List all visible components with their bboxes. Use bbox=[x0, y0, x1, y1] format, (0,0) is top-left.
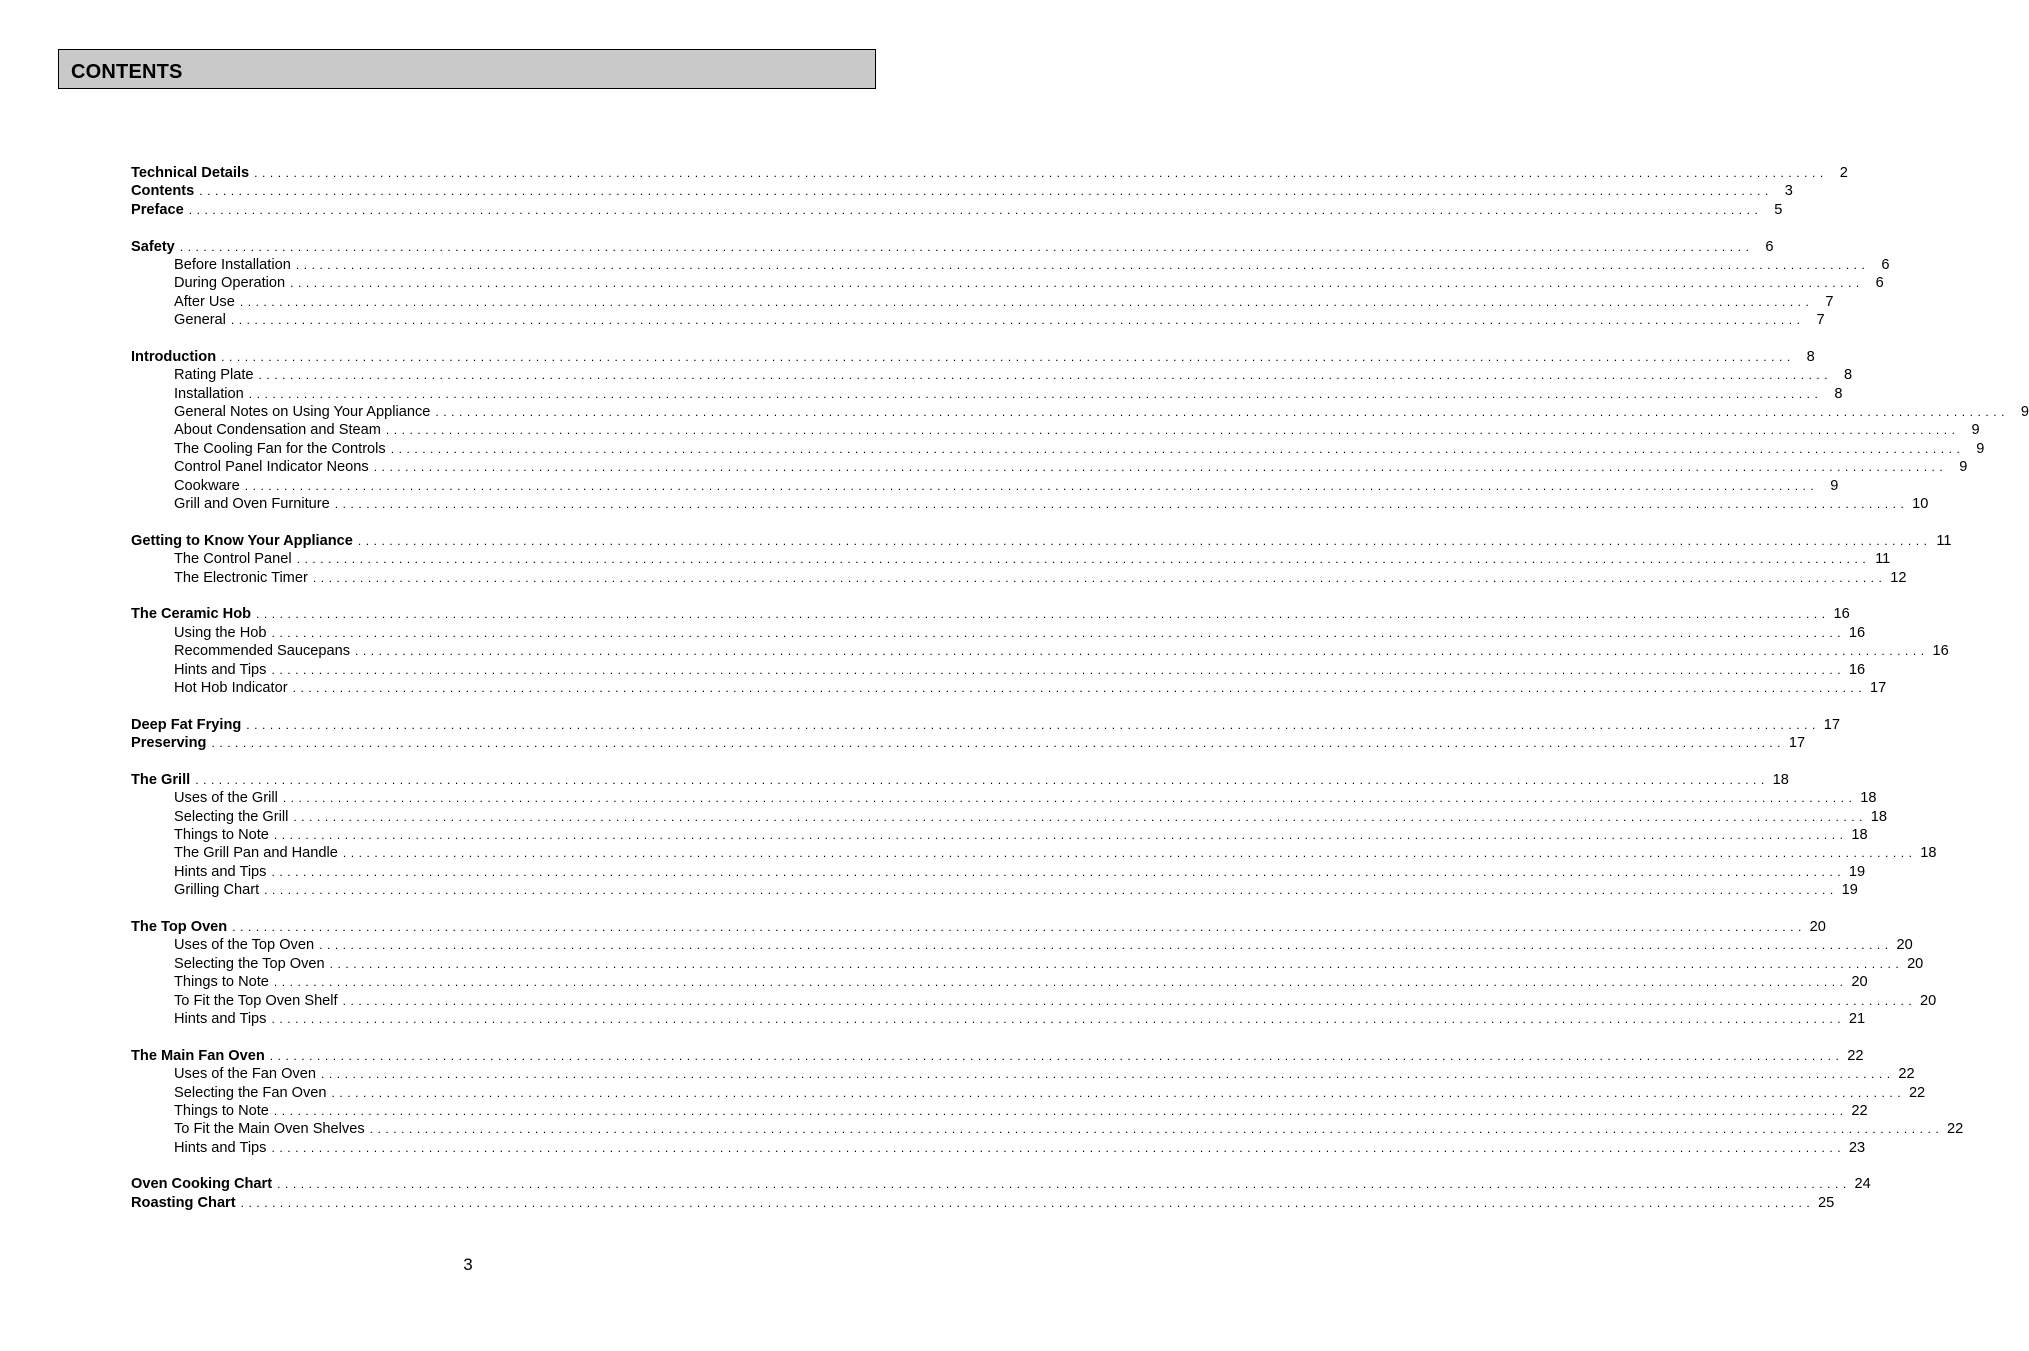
toc-section-entry bbox=[131, 1047, 1864, 1065]
toc-section-entry bbox=[131, 1175, 1871, 1193]
toc-entry-page: 25 bbox=[1818, 1194, 1835, 1211]
toc-subsection-entry bbox=[131, 863, 1866, 881]
toc-entry-label: The Control Panel bbox=[174, 551, 292, 568]
toc-subsection-entry bbox=[131, 440, 1985, 458]
toc-entry-label: Cookware bbox=[174, 477, 240, 494]
toc-dot-leader: . . . . . . . . . . . . . . . . . . . . . . . . . . . . . . . . . . . . . . . . . . . . . . . . . . . . . . . . . . . . . . . . . . . . . . . . . . . . . . . . . . . . . . . . . . . . . . . . . . . . . . . . . . . . . . . . . . . . . . . . . . . . . . . . . . . . . . . . . . . . . . . . . . . . . . . . . . . . . . . . . . . . . . . . . . . . . . . . . . . . . . . . . . . . . . . . . . . . . . . . bbox=[244, 478, 1815, 493]
toc-subsection-entry bbox=[131, 421, 1980, 439]
toc-dot-leader: . . . . . . . . . . . . . . . . . . . . . . . . . . . . . . . . . . . . . . . . . . . . . . . . . . . . . . . . . . . . . . . . . . . . . . . . . . . . . . . . . . . . . . . . . . . . . . . . . . . . . . . . . . . . . . . . . . . . . . . . . . . . . . . . . . . . . . . . . . . . . . . . . . . . . . . . . . . . . . . . . . . . . . . . . . . . . . . . . . . . . . . . . . . . . . . . . . . . . . . . bbox=[273, 975, 1844, 990]
toc-entry-label: Getting to Know Your Appliance bbox=[131, 532, 353, 549]
toc-spacer bbox=[131, 330, 877, 348]
toc-entry-label: Hints and Tips bbox=[174, 863, 267, 880]
toc-dot-leader: . . . . . . . . . . . . . . . . . . . . . . . . . . . . . . . . . . . . . . . . . . . . . . . . . . . . . . . . . . . . . . . . . . . . . . . . . . . . . . . . . . . . . . . . . . . . . . . . . . . . . . . . . . . . . . . . . . . . . . . . . . . . . . . . . . . . . . . . . . . . . . . . . . . . . . . . . . . . . . . . . . . . . . . . . . . . . . . . . . . . . . . . . . . . . . . . . . . . . . . . bbox=[273, 1103, 1844, 1118]
toc-entry-label: Selecting the Fan Oven bbox=[174, 1084, 327, 1101]
toc-entry-label: The Main Fan Oven bbox=[131, 1047, 265, 1064]
toc-entry-page: 16 bbox=[1833, 606, 1850, 623]
toc-entry-page: 9 bbox=[1830, 477, 1839, 494]
toc-entry-page: 20 bbox=[1896, 937, 1913, 954]
toc-spacer bbox=[131, 697, 877, 715]
toc-dot-leader: . . . . . . . . . . . . . . . . . . . . . . . . . . . . . . . . . . . . . . . . . . . . . . . . . . . . . . . . . . . . . . . . . . . . . . . . . . . . . . . . . . . . . . . . . . . . . . . . . . . . . . . . . . . . . . . . . . . . . . . . . . . . . . . . . . . . . . . . . . . . . . . . . . . . . . . . . . . . . . . . . . . . . . . . . . . . . . . . . . . . . . . . . . . . . . . . . . . . . . . . bbox=[319, 938, 1889, 953]
toc-entry-page: 9 bbox=[1959, 459, 1968, 476]
toc-subsection-entry bbox=[131, 1120, 1964, 1138]
toc-subsection-entry bbox=[131, 661, 1866, 679]
toc-entry-page: 7 bbox=[1825, 293, 1834, 310]
toc-entry-page: 22 bbox=[1947, 1121, 1964, 1138]
toc-entry-page: 24 bbox=[1854, 1176, 1871, 1193]
toc-entry-label: Using the Hob bbox=[174, 624, 267, 641]
toc-entry-page: 8 bbox=[1834, 385, 1843, 402]
toc-entry-page: 12 bbox=[1890, 569, 1907, 586]
toc-dot-leader: . . . . . . . . . . . . . . . . . . . . . . . . . . . . . . . . . . . . . . . . . . . . . . . . . . . . . . . . . . . . . . . . . . . . . . . . . . . . . . . . . . . . . . . . . . . . . . . . . . . . . . . . . . . . . . . . . . . . . . . . . . . . . . . . . . . . . . . . . . . . . . . . . . . . . . . . . . . . . . . . . . . . . . . . . . . . . . . . . . . . . . . . . . . . . . . . . . . . . . . . bbox=[357, 533, 1928, 548]
toc-entry-label: The Grill bbox=[131, 771, 191, 788]
toc-entry-page: 17 bbox=[1870, 679, 1887, 696]
toc-entry-label: Selecting the Grill bbox=[174, 808, 289, 825]
toc-entry-label: Installation bbox=[174, 385, 244, 402]
toc-entry-label: General bbox=[174, 312, 226, 329]
toc-subsection-entry bbox=[131, 1065, 1915, 1083]
toc-dot-leader: . . . . . . . . . . . . . . . . . . . . . . . . . . . . . . . . . . . . . . . . . . . . . . . . . . . . . . . . . . . . . . . . . . . . . . . . . . . . . . . . . . . . . . . . . . . . . . . . . . . . . . . . . . . . . . . . . . . . . . . . . . . . . . . . . . . . . . . . . . . . . . . . . . . . . . . . . . . . . . . . . . . . . . . . . . . . . . . . . . . . . . . . . . . . . . . . . . . . . . . . bbox=[271, 1011, 1842, 1026]
toc-section-entry bbox=[131, 182, 1793, 200]
toc-entry-page: 22 bbox=[1851, 1102, 1868, 1119]
toc-entry-label: Grill and Oven Furniture bbox=[174, 496, 330, 513]
toc-section-entry bbox=[131, 716, 1840, 734]
toc-entry-page: 22 bbox=[1898, 1066, 1915, 1083]
toc-dot-leader: . . . . . . . . . . . . . . . . . . . . . . . . . . . . . . . . . . . . . . . . . . . . . . . . . . . . . . . . . . . . . . . . . . . . . . . . . . . . . . . . . . . . . . . . . . . . . . . . . . . . . . . . . . . . . . . . . . . . . . . . . . . . . . . . . . . . . . . . . . . . . . . . . . . . . . . . . . . . . . . . . . . . . . . . . . . . . . . . . . . . . . . . . . . . . . . . . . . . . . . . bbox=[271, 662, 1842, 677]
toc-entry-page: 20 bbox=[1907, 955, 1924, 972]
toc-subsection-entry bbox=[131, 569, 1907, 587]
toc-entry-label: The Grill Pan and Handle bbox=[174, 845, 338, 862]
toc-subsection-entry bbox=[131, 1010, 1866, 1028]
toc-section-entry bbox=[131, 201, 1783, 219]
toc-entry-label: Preserving bbox=[131, 735, 207, 752]
table-of-contents bbox=[131, 164, 2029, 1212]
toc-subsection-entry bbox=[131, 385, 1843, 403]
toc-dot-leader: . . . . . . . . . . . . . . . . . . . . . . . . . . . . . . . . . . . . . . . . . . . . . . . . . . . . . . . . . . . . . . . . . . . . . . . . . . . . . . . . . . . . . . . . . . . . . . . . . . . . . . . . . . . . . . . . . . . . . . . . . . . . . . . . . . . . . . . . . . . . . . . . . . . . . . . . . . . . . . . . . . . . . . . . . . . . . . . . . . . . . . . . . . . . . . . . . . . . . . . . bbox=[290, 276, 1860, 291]
toc-entry-label: The Ceramic Hob bbox=[131, 606, 252, 623]
toc-dot-leader: . . . . . . . . . . . . . . . . . . . . . . . . . . . . . . . . . . . . . . . . . . . . . . . . . . . . . . . . . . . . . . . . . . . . . . . . . . . . . . . . . . . . . . . . . . . . . . . . . . . . . . . . . . . . . . . . . . . . . . . . . . . . . . . . . . . . . . . . . . . . . . . . . . . . . . . . . . . . . . . . . . . . . . . . . . . . . . . . . . . . . . . . . . . . . . . . . . . . . . . . bbox=[355, 644, 1925, 659]
toc-subsection-entry bbox=[131, 826, 1868, 844]
toc-spacer bbox=[131, 753, 877, 771]
toc-dot-leader: . . . . . . . . . . . . . . . . . . . . . . . . . . . . . . . . . . . . . . . . . . . . . . . . . . . . . . . . . . . . . . . . . . . . . . . . . . . . . . . . . . . . . . . . . . . . . . . . . . . . . . . . . . . . . . . . . . . . . . . . . . . . . . . . . . . . . . . . . . . . . . . . . . . . . . . . . . . . . . . . . . . . . . . . . . . . . . . . . . . . . . . . . . . . . . . . . . . . . . . . bbox=[342, 846, 1913, 861]
toc-subsection-entry bbox=[131, 403, 2029, 421]
toc-entry-label: Introduction bbox=[131, 348, 217, 365]
toc-subsection-entry bbox=[131, 458, 1968, 476]
toc-entry-page: 11 bbox=[1936, 532, 1952, 549]
toc-entry-label: About Condensation and Steam bbox=[174, 422, 381, 439]
toc-spacer bbox=[131, 587, 877, 605]
page-number: 3 bbox=[463, 1255, 473, 1274]
toc-entry-label: Deep Fat Frying bbox=[131, 716, 242, 733]
toc-subsection-entry bbox=[131, 881, 1858, 899]
toc-entry-page: 3 bbox=[1784, 183, 1793, 200]
toc-subsection-entry bbox=[131, 1139, 1866, 1157]
toc-subsection-entry bbox=[131, 293, 1834, 311]
toc-entry-label: To Fit the Main Oven Shelves bbox=[174, 1121, 365, 1138]
toc-entry-page: 20 bbox=[1809, 919, 1826, 936]
toc-subsection-entry bbox=[131, 844, 1937, 862]
toc-entry-label: Before Installation bbox=[174, 256, 291, 273]
toc-section-entry bbox=[131, 734, 1806, 752]
toc-dot-leader: . . . . . . . . . . . . . . . . . . . . . . . . . . . . . . . . . . . . . . . . . . . . . . . . . . . . . . . . . . . . . . . . . . . . . . . . . . . . . . . . . . . . . . . . . . . . . . . . . . . . . . . . . . . . . . . . . . . . . . . . . . . . . . . . . . . . . . . . . . . . . . . . . . . . . . . . . . . . . . . . . . . . . . . . . . . . . . . . . . . . . . . . . . . . . . . . . . . . . . . . bbox=[271, 864, 1842, 879]
toc-entry-label: Preface bbox=[131, 201, 184, 218]
toc-entry-page: 11 bbox=[1875, 551, 1891, 568]
toc-entry-page: 17 bbox=[1788, 735, 1806, 752]
toc-dot-leader: . . . . . . . . . . . . . . . . . . . . . . . . . . . . . . . . . . . . . . . . . . . . . . . . . . . . . . . . . . . . . . . . . . . . . . . . . . . . . . . . . . . . . . . . . . . . . . . . . . . . . . . . . . . . . . . . . . . . . . . . . . . . . . . . . . . . . . . . . . . . . . . . . . . . . . . . . . . . . . . . . . . . . . . . . . . . . . . . . . . . . . . . . . . . . . . . . . . . . . . . bbox=[373, 460, 1944, 475]
toc-entry-label: Control Panel Indicator Neons bbox=[174, 459, 369, 476]
toc-entry-page: 18 bbox=[1920, 845, 1937, 862]
toc-subsection-entry bbox=[131, 1084, 1926, 1102]
toc-entry-label: Grilling Chart bbox=[174, 882, 260, 899]
toc-subsection-entry bbox=[131, 992, 1937, 1010]
toc-entry-label: Contents bbox=[131, 183, 195, 200]
toc-section-entry bbox=[131, 164, 1848, 182]
toc-dot-leader: . . . . . . . . . . . . . . . . . . . . . . . . . . . . . . . . . . . . . . . . . . . . . . . . . . . . . . . . . . . . . . . . . . . . . . . . . . . . . . . . . . . . . . . . . . . . . . . . . . . . . . . . . . . . . . . . . . . . . . . . . . . . . . . . . . . . . . . . . . . . . . . . . . . . . . . . . . . . . . . . . . . . . . . . . . . . . . . . . . . . . . . . . . . . . . . . . . . . . . . . bbox=[295, 257, 1866, 272]
toc-entry-page: 20 bbox=[1920, 992, 1937, 1009]
toc-entry-page: 18 bbox=[1860, 790, 1877, 807]
toc-entry-page: 16 bbox=[1932, 643, 1949, 660]
toc-entry-page: 16 bbox=[1848, 661, 1866, 678]
toc-entry-label: Selecting the Top Oven bbox=[174, 955, 325, 972]
toc-dot-leader: . . . . . . . . . . . . . . . . . . . . . . . . . . . . . . . . . . . . . . . . . . . . . . . . . . . . . . . . . . . . . . . . . . . . . . . . . . . . . . . . . . . . . . . . . . . . . . . . . . . . . . . . . . . . . . . . . . . . . . . . . . . . . . . . . . . . . . . . . . . . . . . . . . . . . . . . . . . . . . . . . . . . . . . . . . . . . . . . . . . . . . . . . . . . . . . . . . . . . . . . bbox=[239, 294, 1810, 309]
toc-entry-label: Uses of the Grill bbox=[174, 790, 278, 807]
toc-dot-leader: . . . . . . . . . . . . . . . . . . . . . . . . . . . . . . . . . . . . . . . . . . . . . . . . . . . . . . . . . . . . . . . . . . . . . . . . . . . . . . . . . . . . . . . . . . . . . . . . . . . . . . . . . . . . . . . . . . . . . . . . . . . . . . . . . . . . . . . . . . . . . . . . . . . . . . . . . . . . . . . . . . . . . . . . . . . . . . . . . . . . . . . . . . . . . . . . . . . . . . . . bbox=[296, 552, 1867, 567]
toc-dot-leader: . . . . . . . . . . . . . . . . . . . . . . . . . . . . . . . . . . . . . . . . . . . . . . . . . . . . . . . . . . . . . . . . . . . . . . . . . . . . . . . . . . . . . . . . . . . . . . . . . . . . . . . . . . . . . . . . . . . . . . . . . . . . . . . . . . . . . . . . . . . . . . . . . . . . . . . . . . . . . . . . . . . . . . . . . . . . . . . . . . . . . . . . . . . . . . . . . . . . . . . . bbox=[273, 828, 1844, 843]
toc-dot-leader: . . . . . . . . . . . . . . . . . . . . . . . . . . . . . . . . . . . . . . . . . . . . . . . . . . . . . . . . . . . . . . . . . . . . . . . . . . . . . . . . . . . . . . . . . . . . . . . . . . . . . . . . . . . . . . . . . . . . . . . . . . . . . . . . . . . . . . . . . . . . . . . . . . . . . . . . . . . . . . . . . . . . . . . . . . . . . . . . . . . . . . . . . . . . . . . . . . . . . . . . bbox=[293, 809, 1864, 824]
toc-entry-label: To Fit the Top Oven Shelf bbox=[174, 992, 338, 1009]
toc-entry-page: 6 bbox=[1875, 275, 1884, 292]
toc-dot-leader: . . . . . . . . . . . . . . . . . . . . . . . . . . . . . . . . . . . . . . . . . . . . . . . . . . . . . . . . . . . . . . . . . . . . . . . . . . . . . . . . . . . . . . . . . . . . . . . . . . . . . . . . . . . . . . . . . . . . . . . . . . . . . . . . . . . . . . . . . . . . . . . . . . . . . . . . . . . . . . . . . . . . . . . . . . . . . . . . . . . . . . . . . . . . . . . . . . . . . . . . bbox=[331, 1085, 1902, 1100]
toc-dot-leader: . . . . . . . . . . . . . . . . . . . . . . . . . . . . . . . . . . . . . . . . . . . . . . . . . . . . . . . . . . . . . . . . . . . . . . . . . . . . . . . . . . . . . . . . . . . . . . . . . . . . . . . . . . . . . . . . . . . . . . . . . . . . . . . . . . . . . . . . . . . . . . . . . . . . . . . . . . . . . . . . . . . . . . . . . . . . . . . . . . . . . . . . . . . . . . . . . . . . . . . . bbox=[221, 349, 1791, 364]
toc-entry-label: Hints and Tips bbox=[174, 1010, 267, 1027]
toc-entry-page: 22 bbox=[1908, 1084, 1926, 1101]
toc-entry-page: 6 bbox=[1765, 238, 1774, 255]
toc-dot-leader: . . . . . . . . . . . . . . . . . . . . . . . . . . . . . . . . . . . . . . . . . . . . . . . . . . . . . . . . . . . . . . . . . . . . . . . . . . . . . . . . . . . . . . . . . . . . . . . . . . . . . . . . . . . . . . . . . . . . . . . . . . . . . . . . . . . . . . . . . . . . . . . . . . . . . . . . . . . . . . . . . . . . . . . . . . . . . . . . . . . . . . . . . . . . . . . . . . . . . . . . bbox=[320, 1067, 1891, 1082]
toc-entry-label: Recommended Saucepans bbox=[174, 643, 351, 660]
toc-subsection-entry bbox=[131, 366, 1853, 384]
toc-dot-leader: . . . . . . . . . . . . . . . . . . . . . . . . . . . . . . . . . . . . . . . . . . . . . . . . . . . . . . . . . . . . . . . . . . . . . . . . . . . . . . . . . . . . . . . . . . . . . . . . . . . . . . . . . . . . . . . . . . . . . . . . . . . . . . . . . . . . . . . . . . . . . . . . . . . . . . . . . . . . . . . . . . . . . . . . . . . . . . . . . . . . . . . . . . . . . . . . . . . . . . . . bbox=[369, 1122, 1940, 1137]
toc-subsection-entry bbox=[131, 550, 1891, 568]
toc-dot-leader: . . . . . . . . . . . . . . . . . . . . . . . . . . . . . . . . . . . . . . . . . . . . . . . . . . . . . . . . . . . . . . . . . . . . . . . . . . . . . . . . . . . . . . . . . . . . . . . . . . . . . . . . . . . . . . . . . . . . . . . . . . . . . . . . . . . . . . . . . . . . . . . . . . . . . . . . . . . . . . . . . . . . . . . . . . . . . . . . . . . . . . . . . . . . . . . . . . . . . . . . bbox=[342, 993, 1913, 1008]
toc-subsection-entry bbox=[131, 477, 1839, 495]
toc-subsection-entry bbox=[131, 679, 1887, 697]
toc-entry-label: Uses of the Top Oven bbox=[174, 937, 315, 954]
toc-entry-label: Hot Hob Indicator bbox=[174, 679, 288, 696]
toc-spacer bbox=[131, 1028, 877, 1046]
toc-entry-label: Rating Plate bbox=[174, 367, 254, 384]
toc-dot-leader: . . . . . . . . . . . . . . . . . . . . . . . . . . . . . . . . . . . . . . . . . . . . . . . . . . . . . . . . . . . . . . . . . . . . . . . . . . . . . . . . . . . . . . . . . . . . . . . . . . . . . . . . . . . . . . . . . . . . . . . . . . . . . . . . . . . . . . . . . . . . . . . . . . . . . . . . . . . . . . . . . . . . . . . . . . . . . . . . . . . . . . . . . . . . . . . . . . . . . . . . bbox=[179, 239, 1750, 254]
toc-section-entry bbox=[131, 532, 1952, 550]
toc-entry-label: Safety bbox=[131, 238, 175, 255]
toc-dot-leader: . . . . . . . . . . . . . . . . . . . . . . . . . . . . . . . . . . . . . . . . . . . . . . . . . . . . . . . . . . . . . . . . . . . . . . . . . . . . . . . . . . . . . . . . . . . . . . . . . . . . . . . . . . . . . . . . . . . . . . . . . . . . . . . . . . . . . . . . . . . . . . . . . . . . . . . . . . . . . . . . . . . . . . . . . . . . . . . . . . . . . . . . . . . . . . . . . . . . . . . . bbox=[240, 1195, 1811, 1210]
toc-dot-leader: . . . . . . . . . . . . . . . . . . . . . . . . . . . . . . . . . . . . . . . . . . . . . . . . . . . . . . . . . . . . . . . . . . . . . . . . . . . . . . . . . . . . . . . . . . . . . . . . . . . . . . . . . . . . . . . . . . . . . . . . . . . . . . . . . . . . . . . . . . . . . . . . . . . . . . . . . . . . . . . . . . . . . . . . . . . . . . . . . . . . . . . . . . . . . . . . . . . . . . . . bbox=[390, 441, 1961, 456]
toc-dot-leader: . . . . . . . . . . . . . . . . . . . . . . . . . . . . . . . . . . . . . . . . . . . . . . . . . . . . . . . . . . . . . . . . . . . . . . . . . . . . . . . . . . . . . . . . . . . . . . . . . . . . . . . . . . . . . . . . . . . . . . . . . . . . . . . . . . . . . . . . . . . . . . . . . . . . . . . . . . . . . . . . . . . . . . . . . . . . . . . . . . . . . . . . . . . . . . . . . . . . . . . . bbox=[199, 184, 1769, 199]
toc-dot-leader: . . . . . . . . . . . . . . . . . . . . . . . . . . . . . . . . . . . . . . . . . . . . . . . . . . . . . . . . . . . . . . . . . . . . . . . . . . . . . . . . . . . . . . . . . . . . . . . . . . . . . . . . . . . . . . . . . . . . . . . . . . . . . . . . . . . . . . . . . . . . . . . . . . . . . . . . . . . . . . . . . . . . . . . . . . . . . . . . . . . . . . . . . . . . . . . . . . . . . . . . bbox=[435, 405, 2006, 420]
toc-entry-label: Technical Details bbox=[131, 165, 250, 181]
toc-spacer bbox=[131, 219, 877, 237]
toc-entry-page: 7 bbox=[1816, 312, 1825, 329]
toc-entry-page: 10 bbox=[1912, 496, 1929, 513]
toc-entry-label: After Use bbox=[174, 293, 235, 310]
toc-entry-page: 2 bbox=[1839, 165, 1848, 181]
toc-entry-page: 21 bbox=[1848, 1010, 1866, 1027]
toc-entry-label: Hints and Tips bbox=[174, 1139, 267, 1156]
toc-subsection-entry bbox=[131, 789, 1877, 807]
toc-subsection-entry bbox=[131, 256, 1890, 274]
toc-entry-page: 8 bbox=[1844, 367, 1853, 384]
toc-entry-page: 17 bbox=[1823, 716, 1840, 733]
toc-entry-label: General Notes on Using Your Appliance bbox=[174, 404, 431, 421]
toc-dot-leader: . . . . . . . . . . . . . . . . . . . . . . . . . . . . . . . . . . . . . . . . . . . . . . . . . . . . . . . . . . . . . . . . . . . . . . . . . . . . . . . . . . . . . . . . . . . . . . . . . . . . . . . . . . . . . . . . . . . . . . . . . . . . . . . . . . . . . . . . . . . . . . . . . . . . . . . . . . . . . . . . . . . . . . . . . . . . . . . . . . . . . . . . . . . . . . . . . . . . . . . . bbox=[334, 497, 1905, 512]
toc-dot-leader: . . . . . . . . . . . . . . . . . . . . . . . . . . . . . . . . . . . . . . . . . . . . . . . . . . . . . . . . . . . . . . . . . . . . . . . . . . . . . . . . . . . . . . . . . . . . . . . . . . . . . . . . . . . . . . . . . . . . . . . . . . . . . . . . . . . . . . . . . . . . . . . . . . . . . . . . . . . . . . . . . . . . . . . . . . . . . . . . . . . . . . . . . . . . . . . . . . . . . . . . bbox=[282, 791, 1853, 806]
toc-entry-page: 18 bbox=[1851, 827, 1868, 844]
toc-section-entry bbox=[131, 771, 1789, 789]
toc-dot-leader: . . . . . . . . . . . . . . . . . . . . . . . . . . . . . . . . . . . . . . . . . . . . . . . . . . . . . . . . . . . . . . . . . . . . . . . . . . . . . . . . . . . . . . . . . . . . . . . . . . . . . . . . . . . . . . . . . . . . . . . . . . . . . . . . . . . . . . . . . . . . . . . . . . . . . . . . . . . . . . . . . . . . . . . . . . . . . . . . . . . . . . . . . . . . . . . . . . . . . . . . bbox=[230, 313, 1801, 328]
toc-entry-page: 8 bbox=[1806, 348, 1815, 365]
toc-subsection-entry bbox=[131, 973, 1868, 991]
toc-entry-page: 19 bbox=[1841, 882, 1858, 899]
toc-subsection-entry bbox=[131, 274, 1884, 292]
toc-subsection-entry bbox=[131, 311, 1825, 329]
toc-entry-label: Things to Note bbox=[174, 827, 269, 844]
toc-entry-page: 5 bbox=[1774, 201, 1783, 218]
toc-section-entry bbox=[131, 1194, 1835, 1212]
toc-entry-page: 22 bbox=[1847, 1047, 1864, 1064]
toc-entry-page: 9 bbox=[2020, 404, 2029, 421]
toc-dot-leader: . . . . . . . . . . . . . . . . . . . . . . . . . . . . . . . . . . . . . . . . . . . . . . . . . . . . . . . . . . . . . . . . . . . . . . . . . . . . . . . . . . . . . . . . . . . . . . . . . . . . . . . . . . . . . . . . . . . . . . . . . . . . . . . . . . . . . . . . . . . . . . . . . . . . . . . . . . . . . . . . . . . . . . . . . . . . . . . . . . . . . . . . . . . . . . . . . . . . . . . . bbox=[312, 570, 1883, 585]
toc-dot-leader: . . . . . . . . . . . . . . . . . . . . . . . . . . . . . . . . . . . . . . . . . . . . . . . . . . . . . . . . . . . . . . . . . . . . . . . . . . . . . . . . . . . . . . . . . . . . . . . . . . . . . . . . . . . . . . . . . . . . . . . . . . . . . . . . . . . . . . . . . . . . . . . . . . . . . . . . . . . . . . . . . . . . . . . . . . . . . . . . . . . . . . . . . . . . . . . . . . . . . . . . bbox=[269, 1048, 1840, 1063]
toc-dot-leader: . . . . . . . . . . . . . . . . . . . . . . . . . . . . . . . . . . . . . . . . . . . . . . . . . . . . . . . . . . . . . . . . . . . . . . . . . . . . . . . . . . . . . . . . . . . . . . . . . . . . . . . . . . . . . . . . . . . . . . . . . . . . . . . . . . . . . . . . . . . . . . . . . . . . . . . . . . . . . . . . . . . . . . . . . . . . . . . . . . . . . . . . . . . . . . . . . . . . . . . . bbox=[271, 625, 1842, 640]
toc-entry-label: Hints and Tips bbox=[174, 661, 267, 678]
toc-entry-page: 18 bbox=[1772, 771, 1789, 788]
toc-entry-page: 18 bbox=[1870, 808, 1888, 825]
toc-section-entry bbox=[131, 348, 1815, 366]
toc-dot-leader: . . . . . . . . . . . . . . . . . . . . . . . . . . . . . . . . . . . . . . . . . . . . . . . . . . . . . . . . . . . . . . . . . . . . . . . . . . . . . . . . . . . . . . . . . . . . . . . . . . . . . . . . . . . . . . . . . . . . . . . . . . . . . . . . . . . . . . . . . . . . . . . . . . . . . . . . . . . . . . . . . . . . . . . . . . . . . . . . . . . . . . . . . . . . . . . . . . . . . . . . bbox=[195, 772, 1765, 787]
toc-dot-leader: . . . . . . . . . . . . . . . . . . . . . . . . . . . . . . . . . . . . . . . . . . . . . . . . . . . . . . . . . . . . . . . . . . . . . . . . . . . . . . . . . . . . . . . . . . . . . . . . . . . . . . . . . . . . . . . . . . . . . . . . . . . . . . . . . . . . . . . . . . . . . . . . . . . . . . . . . . . . . . . . . . . . . . . . . . . . . . . . . . . . . . . . . . . . . . . . . . . . . . . . bbox=[258, 368, 1829, 383]
toc-entry-page: 20 bbox=[1851, 974, 1868, 991]
toc-dot-leader: . . . . . . . . . . . . . . . . . . . . . . . . . . . . . . . . . . . . . . . . . . . . . . . . . . . . . . . . . . . . . . . . . . . . . . . . . . . . . . . . . . . . . . . . . . . . . . . . . . . . . . . . . . . . . . . . . . . . . . . . . . . . . . . . . . . . . . . . . . . . . . . . . . . . . . . . . . . . . . . . . . . . . . . . . . . . . . . . . . . . . . . . . . . . . . . . . . . . . . . . bbox=[232, 920, 1802, 935]
toc-subsection-entry bbox=[131, 936, 1913, 954]
toc-dot-leader: . . . . . . . . . . . . . . . . . . . . . . . . . . . . . . . . . . . . . . . . . . . . . . . . . . . . . . . . . . . . . . . . . . . . . . . . . . . . . . . . . . . . . . . . . . . . . . . . . . . . . . . . . . . . . . . . . . . . . . . . . . . . . . . . . . . . . . . . . . . . . . . . . . . . . . . . . . . . . . . . . . . . . . . . . . . . . . . . . . . . . . . . . . . . . . . . . . . . . . . . bbox=[385, 423, 1956, 438]
toc-subsection-entry bbox=[131, 624, 1866, 642]
toc-entry-page: 6 bbox=[1881, 256, 1890, 273]
toc-entry-page: 9 bbox=[1971, 422, 1980, 439]
toc-section-entry bbox=[131, 918, 1826, 936]
toc-section-entry bbox=[131, 605, 1850, 623]
toc-entry-label: The Top Oven bbox=[131, 919, 228, 936]
toc-entry-label: Roasting Chart bbox=[131, 1194, 236, 1211]
toc-dot-leader: . . . . . . . . . . . . . . . . . . . . . . . . . . . . . . . . . . . . . . . . . . . . . . . . . . . . . . . . . . . . . . . . . . . . . . . . . . . . . . . . . . . . . . . . . . . . . . . . . . . . . . . . . . . . . . . . . . . . . . . . . . . . . . . . . . . . . . . . . . . . . . . . . . . . . . . . . . . . . . . . . . . . . . . . . . . . . . . . . . . . . . . . . . . . . . . . . . . . . . . . bbox=[188, 202, 1759, 217]
toc-subsection-entry bbox=[131, 495, 1929, 513]
toc-spacer bbox=[131, 900, 877, 918]
page-title: CONTENTS bbox=[71, 61, 183, 83]
toc-spacer bbox=[131, 513, 877, 531]
toc-dot-leader: . . . . . . . . . . . . . . . . . . . . . . . . . . . . . . . . . . . . . . . . . . . . . . . . . . . . . . . . . . . . . . . . . . . . . . . . . . . . . . . . . . . . . . . . . . . . . . . . . . . . . . . . . . . . . . . . . . . . . . . . . . . . . . . . . . . . . . . . . . . . . . . . . . . . . . . . . . . . . . . . . . . . . . . . . . . . . . . . . . . . . . . . . . . . . . . . . . . . . . . . bbox=[254, 166, 1824, 180]
toc-dot-leader: . . . . . . . . . . . . . . . . . . . . . . . . . . . . . . . . . . . . . . . . . . . . . . . . . . . . . . . . . . . . . . . . . . . . . . . . . . . . . . . . . . . . . . . . . . . . . . . . . . . . . . . . . . . . . . . . . . . . . . . . . . . . . . . . . . . . . . . . . . . . . . . . . . . . . . . . . . . . . . . . . . . . . . . . . . . . . . . . . . . . . . . . . . . . . . . . . . . . . . . . bbox=[329, 956, 1900, 971]
toc-dot-leader: . . . . . . . . . . . . . . . . . . . . . . . . . . . . . . . . . . . . . . . . . . . . . . . . . . . . . . . . . . . . . . . . . . . . . . . . . . . . . . . . . . . . . . . . . . . . . . . . . . . . . . . . . . . . . . . . . . . . . . . . . . . . . . . . . . . . . . . . . . . . . . . . . . . . . . . . . . . . . . . . . . . . . . . . . . . . . . . . . . . . . . . . . . . . . . . . . . . . . . . . bbox=[277, 1177, 1847, 1192]
toc-dot-leader: . . . . . . . . . . . . . . . . . . . . . . . . . . . . . . . . . . . . . . . . . . . . . . . . . . . . . . . . . . . . . . . . . . . . . . . . . . . . . . . . . . . . . . . . . . . . . . . . . . . . . . . . . . . . . . . . . . . . . . . . . . . . . . . . . . . . . . . . . . . . . . . . . . . . . . . . . . . . . . . . . . . . . . . . . . . . . . . . . . . . . . . . . . . . . . . . . . . . . . . . bbox=[211, 736, 1782, 751]
toc-entry-label: Things to Note bbox=[174, 1102, 269, 1119]
toc-dot-leader: . . . . . . . . . . . . . . . . . . . . . . . . . . . . . . . . . . . . . . . . . . . . . . . . . . . . . . . . . . . . . . . . . . . . . . . . . . . . . . . . . . . . . . . . . . . . . . . . . . . . . . . . . . . . . . . . . . . . . . . . . . . . . . . . . . . . . . . . . . . . . . . . . . . . . . . . . . . . . . . . . . . . . . . . . . . . . . . . . . . . . . . . . . . . . . . . . . . . . . . . bbox=[246, 717, 1816, 732]
toc-entry-label: Oven Cooking Chart bbox=[131, 1176, 273, 1193]
toc-section-entry bbox=[131, 238, 1774, 256]
contents-header-bar bbox=[58, 49, 876, 89]
toc-dot-leader: . . . . . . . . . . . . . . . . . . . . . . . . . . . . . . . . . . . . . . . . . . . . . . . . . . . . . . . . . . . . . . . . . . . . . . . . . . . . . . . . . . . . . . . . . . . . . . . . . . . . . . . . . . . . . . . . . . . . . . . . . . . . . . . . . . . . . . . . . . . . . . . . . . . . . . . . . . . . . . . . . . . . . . . . . . . . . . . . . . . . . . . . . . . . . . . . . . . . . . . . bbox=[271, 1140, 1842, 1155]
toc-entry-page: 9 bbox=[1976, 440, 1985, 457]
toc-subsection-entry bbox=[131, 642, 1949, 660]
toc-entry-page: 16 bbox=[1848, 624, 1866, 641]
toc-entry-label: The Cooling Fan for the Controls bbox=[174, 440, 386, 457]
toc-subsection-entry bbox=[131, 955, 1924, 973]
toc-entry-label: Things to Note bbox=[174, 974, 269, 991]
toc-dot-leader: . . . . . . . . . . . . . . . . . . . . . . . . . . . . . . . . . . . . . . . . . . . . . . . . . . . . . . . . . . . . . . . . . . . . . . . . . . . . . . . . . . . . . . . . . . . . . . . . . . . . . . . . . . . . . . . . . . . . . . . . . . . . . . . . . . . . . . . . . . . . . . . . . . . . . . . . . . . . . . . . . . . . . . . . . . . . . . . . . . . . . . . . . . . . . . . . . . . . . . . . bbox=[264, 883, 1834, 898]
toc-dot-leader: . . . . . . . . . . . . . . . . . . . . . . . . . . . . . . . . . . . . . . . . . . . . . . . . . . . . . . . . . . . . . . . . . . . . . . . . . . . . . . . . . . . . . . . . . . . . . . . . . . . . . . . . . . . . . . . . . . . . . . . . . . . . . . . . . . . . . . . . . . . . . . . . . . . . . . . . . . . . . . . . . . . . . . . . . . . . . . . . . . . . . . . . . . . . . . . . . . . . . . . . bbox=[256, 607, 1826, 622]
toc-dot-leader: . . . . . . . . . . . . . . . . . . . . . . . . . . . . . . . . . . . . . . . . . . . . . . . . . . . . . . . . . . . . . . . . . . . . . . . . . . . . . . . . . . . . . . . . . . . . . . . . . . . . . . . . . . . . . . . . . . . . . . . . . . . . . . . . . . . . . . . . . . . . . . . . . . . . . . . . . . . . . . . . . . . . . . . . . . . . . . . . . . . . . . . . . . . . . . . . . . . . . . . . bbox=[248, 386, 1819, 401]
toc-subsection-entry bbox=[131, 808, 1888, 826]
toc-entry-page: 23 bbox=[1848, 1139, 1866, 1156]
toc-spacer bbox=[131, 1157, 877, 1175]
toc-entry-label: Uses of the Fan Oven bbox=[174, 1066, 316, 1083]
toc-entry-label: During Operation bbox=[174, 275, 286, 292]
toc-dot-leader: . . . . . . . . . . . . . . . . . . . . . . . . . . . . . . . . . . . . . . . . . . . . . . . . . . . . . . . . . . . . . . . . . . . . . . . . . . . . . . . . . . . . . . . . . . . . . . . . . . . . . . . . . . . . . . . . . . . . . . . . . . . . . . . . . . . . . . . . . . . . . . . . . . . . . . . . . . . . . . . . . . . . . . . . . . . . . . . . . . . . . . . . . . . . . . . . . . . . . . . . bbox=[292, 680, 1863, 695]
toc-entry-label: The Electronic Timer bbox=[174, 569, 308, 586]
toc-subsection-entry bbox=[131, 1102, 1868, 1120]
toc-entry-page: 19 bbox=[1848, 863, 1866, 880]
